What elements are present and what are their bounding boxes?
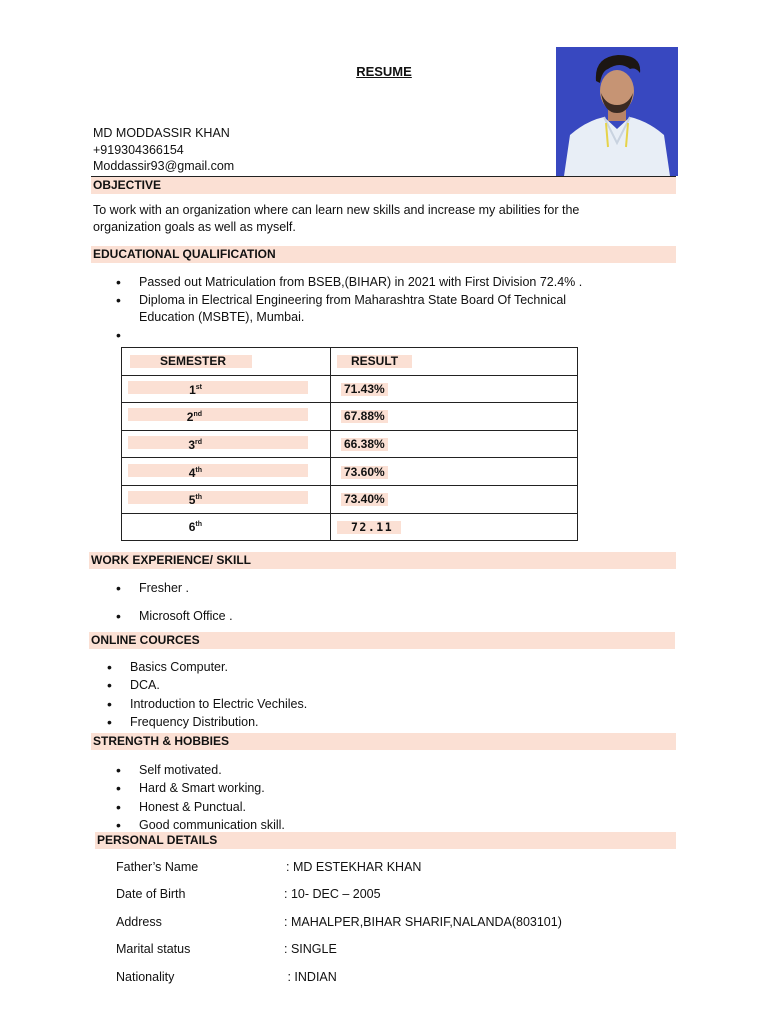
objective-text: To work with an organization where can learn new skills and increase my abilities for the organization goals as well as myself.: [93, 203, 580, 234]
list-item: [139, 327, 599, 345]
table-header-result: RESULT: [331, 348, 578, 376]
contact-email: Moddassir93@gmail.com: [93, 159, 235, 173]
label-nationality: Nationality: [116, 970, 175, 984]
resume-title: RESUME: [356, 64, 412, 79]
table-row: 5th 73.40%: [122, 485, 578, 513]
section-heading-objective: OBJECTIVE: [91, 177, 676, 194]
contact-name: MD MODDASSIR KHAN: [93, 126, 230, 140]
list-item: • Introduction to Electric Vechiles.: [130, 695, 590, 713]
label-marital-status: Marital status: [116, 942, 191, 956]
section-heading-strengths: STRENGTH & HOBBIES: [91, 733, 676, 750]
label-father-name: Father’s Name: [116, 860, 199, 874]
table-row: 6th 72.11: [122, 513, 578, 541]
label-date-of-birth: Date of Birth: [116, 887, 186, 901]
list-item: • Microsoft Office .: [139, 608, 599, 624]
contact-phone: +919304366154: [93, 142, 184, 157]
person-photo-icon: [556, 47, 678, 176]
table-row: 3rd 66.38%: [122, 430, 578, 458]
list-item: • Self motivated.: [139, 761, 599, 779]
table-header-row: [122, 348, 578, 376]
value-date-of-birth: : 10- DEC – 2005: [284, 887, 381, 901]
table-row: 1st 71.43%: [122, 375, 578, 403]
list-item: • Hard & Smart working.: [139, 779, 599, 797]
work-list: [139, 580, 599, 624]
list-item: • DCA.: [130, 676, 590, 694]
section-heading-personal: PERSONAL DETAILS: [95, 832, 676, 849]
courses-list: [130, 658, 590, 731]
list-item: • Fresher .: [139, 580, 599, 608]
list-item: • Frequency Distribution.: [130, 713, 590, 731]
section-heading-courses: ONLINE COURCES: [89, 632, 675, 649]
value-father-name: : MD ESTEKHAR KHAN: [286, 860, 422, 874]
list-item: • Diploma in Electrical Engineering from Maharashtra State Board Of Technical Education (MSBTE), Mumbai.: [139, 292, 599, 327]
list-item: • Honest & Punctual.: [139, 798, 599, 816]
table-row: 4th 73.60%: [122, 458, 578, 486]
profile-photo: [556, 47, 678, 176]
table-row: 2nd 67.88%: [122, 403, 578, 431]
strengths-list: [139, 761, 599, 834]
semester-results-table: [121, 347, 578, 541]
education-list: [139, 274, 599, 344]
list-item: • Passed out Matriculation from BSEB,(BIHAR) in 2021 with First Division 72.4% .: [139, 274, 599, 292]
list-item: • Basics Computer.: [130, 658, 590, 676]
table-header-semester: SEMESTER: [122, 348, 331, 376]
contact-block: [93, 125, 234, 175]
section-heading-education: EDUCATIONAL QUALIFICATION: [91, 246, 676, 263]
list-item: • Good communication skill.: [139, 816, 599, 834]
value-address: : MAHALPER,BIHAR SHARIF,NALANDA(803101): [284, 915, 562, 929]
section-heading-work: WORK EXPERIENCE/ SKILL: [89, 552, 676, 569]
value-nationality: : INDIAN: [284, 970, 337, 984]
label-address: Address: [116, 915, 162, 929]
value-marital-status: : SINGLE: [284, 942, 337, 956]
